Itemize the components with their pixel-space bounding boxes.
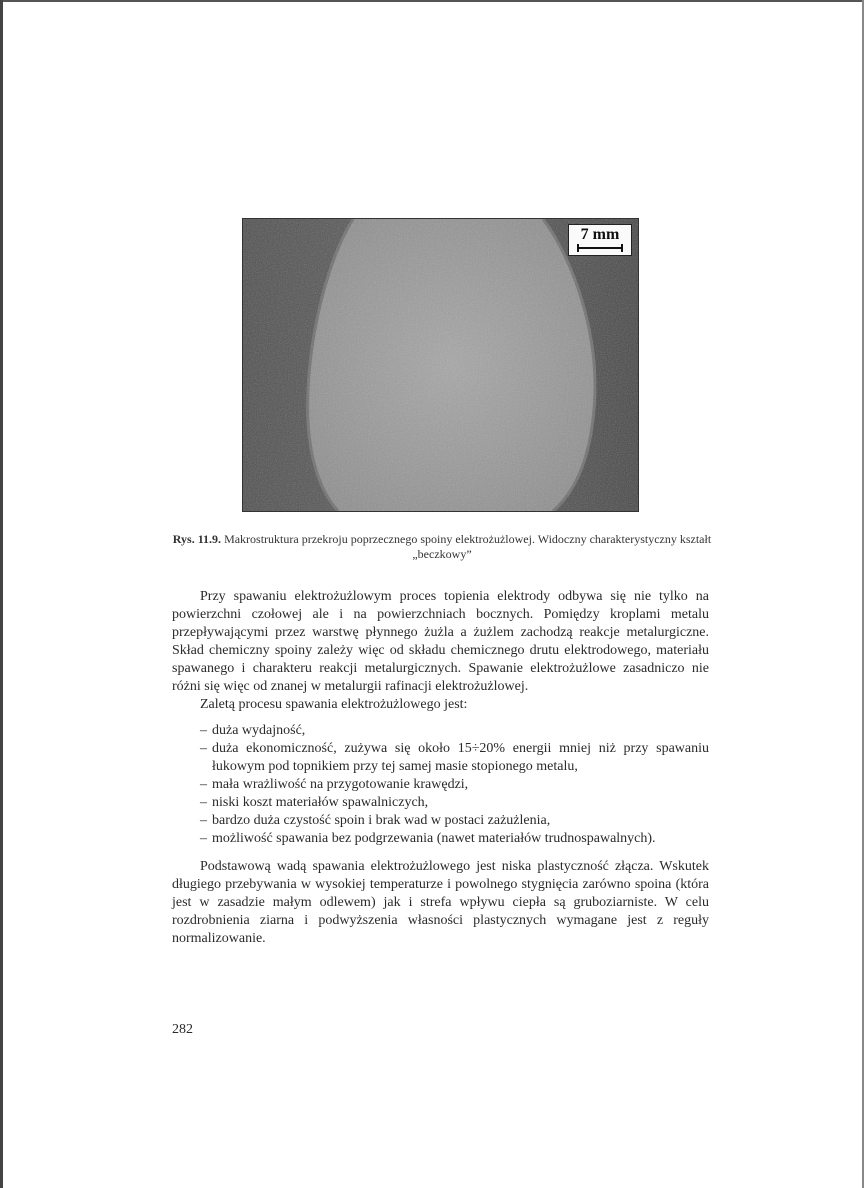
list-item [172,740,709,776]
list-marker: – [200,831,207,846]
list-item [172,830,709,848]
list-marker: – [200,795,207,810]
list-item-text: niski koszt materiałów spawalniczych, [212,795,429,810]
list-marker: – [200,741,207,756]
list-item-text: możliwość spawania bez podgrzewania (nawet materiałów trudnospawalnych). [212,831,656,846]
scan-edge-left [0,0,3,1188]
macrostructure-photo [242,218,639,512]
list-marker: – [200,813,207,828]
list-item-text: duża ekonomiczność, zużywa się około 15÷20% energii mniej niż przy spawaniu łukowym pod topnikiem przy tej samej masie stopionego metalu, [212,741,709,774]
list-item [172,812,709,830]
list-item [172,722,709,740]
caption-figure-number: Rys. 11.9. [172,532,222,546]
list-item-text: duża wydajność, [212,723,306,738]
list-item [172,776,709,794]
page-number: 282 [172,1022,193,1037]
closing-paragraph: Podstawową wadą spawania elektrożużlowego jest niska plastyczność złącza. Wskutek długiego przebywania w wysokiej temperaturze i powolnego stygnięcia zarówno spoina (która jest w zasadzie małym odlewem) jak i strefa wpływu ciepła są gruboziarniste. W celu rozdrobnienia ziarna i podwyższenia własności plastycznych wymagane jest z reguły normalizowanie. [172,859,709,946]
weld-cross-section-image [243,219,638,511]
list-item [172,794,709,812]
list-item-text: mała wrażliwość na przygotowanie krawędzi, [212,777,469,792]
advantages-list [172,722,709,848]
body-text [172,588,709,948]
caption-text: Makrostruktura przekroju poprzecznego spoiny elektrożużlowej. Widoczny charakterystyczny kształt „beczkowy” [224,532,712,561]
scale-bar-box [568,224,632,256]
list-item-text: bardzo duża czystość spoin i brak wad w postaci zażużlenia, [212,813,551,828]
scan-edge-top [0,0,864,2]
paragraph: Przy spawaniu elektrożużlowym proces topienia elektrody odbywa się nie tylko na powierzchni czołowej ale i na powierzchniach bocznych. Pomiędzy kroplami metalu przepływającymi przez warstwę płynnego żużla a żużlem zachodzą reakcje metalurgiczne. Skład chemiczny spoiny zależy więc od składu chemicznego drutu elektrodowego, materiału spawanego i charakteru reakcji metalurgicznych. Spawanie elektrożużlowe zasadniczo nie różni się więc od znanej w metalurgii rafinacji elektrożużlowej. [172,589,709,694]
list-marker: – [200,723,207,738]
paragraph: Zaletą procesu spawania elektrożużlowego jest: [200,697,468,712]
scale-bar [577,247,623,249]
figure-caption [172,532,712,562]
list-marker: – [200,777,207,792]
scale-label: 7 mm [580,226,620,243]
